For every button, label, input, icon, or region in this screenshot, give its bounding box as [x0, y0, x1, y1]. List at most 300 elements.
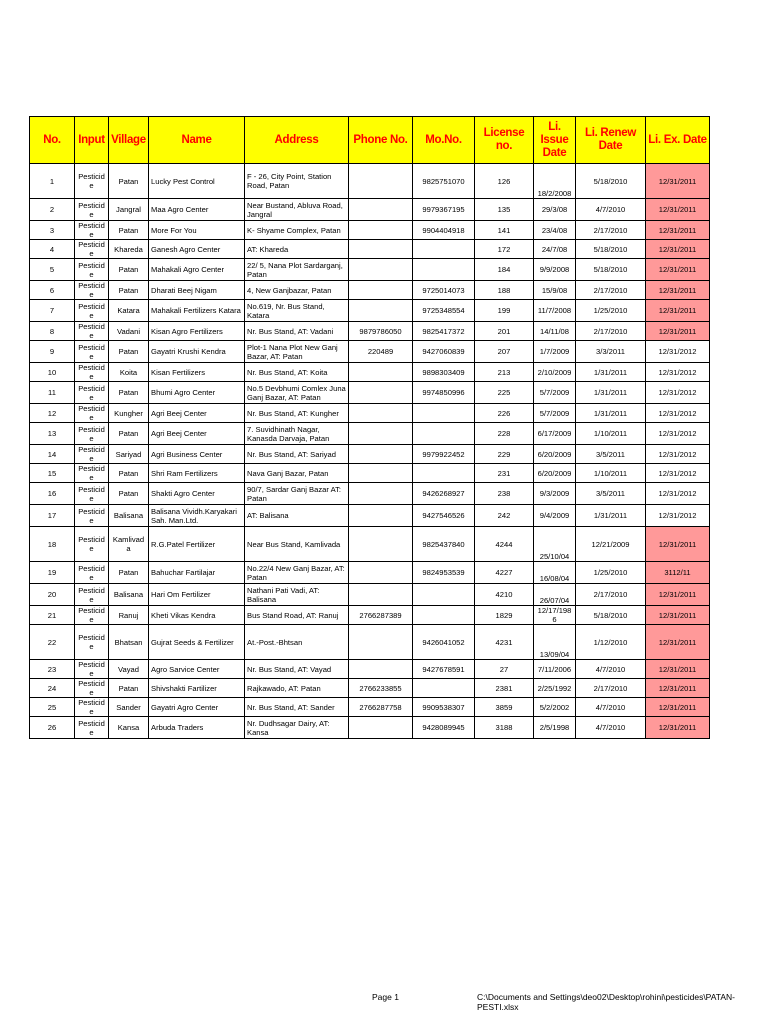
- cell-expiry: 3112/11: [646, 562, 710, 584]
- cell-no: 1: [30, 164, 75, 199]
- cell-name: Balisana Vividh.Karyakari Sah. Man.Ltd.: [149, 505, 245, 527]
- cell-village: Patan: [109, 679, 149, 698]
- cell-address: Plot-1 Nana Plot New Ganj Bazar, AT: Patan: [245, 341, 349, 363]
- cell-expiry: 12/31/2011: [646, 199, 710, 221]
- cell-phone: [349, 660, 413, 679]
- cell-address: Nr. Bus Stand, AT: Sariyad: [245, 445, 349, 464]
- cell-license: 188: [475, 281, 534, 300]
- cell-expiry: 12/31/2011: [646, 527, 710, 562]
- cell-address: 22/ 5, Nana Plot Sardarganj, Patan: [245, 259, 349, 281]
- cell-no: 5: [30, 259, 75, 281]
- cell-issue: 14/11/08: [534, 322, 576, 341]
- cell-phone: [349, 527, 413, 562]
- cell-license: 3188: [475, 717, 534, 739]
- table-row: [30, 423, 710, 445]
- cell-license: 135: [475, 199, 534, 221]
- cell-name: Agro Sarvice Center: [149, 660, 245, 679]
- cell-address: Nr. Bus Stand, AT: Koita: [245, 363, 349, 382]
- cell-no: 16: [30, 483, 75, 505]
- cell-license: 226: [475, 404, 534, 423]
- cell-license: 242: [475, 505, 534, 527]
- cell-address: 7. Suvidhinath Nagar, Kanasda Darvaja, Patan: [245, 423, 349, 445]
- cell-license: 207: [475, 341, 534, 363]
- cell-renew: 1/12/2010: [576, 625, 646, 660]
- cell-license: 4227: [475, 562, 534, 584]
- cell-phone: [349, 382, 413, 404]
- cell-issue: 13/09/04: [534, 625, 576, 660]
- cell-expiry: 12/31/2011: [646, 625, 710, 660]
- cell-renew: 5/18/2010: [576, 240, 646, 259]
- cell-mobile: 9825437840: [413, 527, 475, 562]
- header-name: Name: [149, 117, 245, 164]
- cell-village: Patan: [109, 341, 149, 363]
- cell-issue: 2/25/1992: [534, 679, 576, 698]
- cell-village: Kansa: [109, 717, 149, 739]
- cell-mobile: 9426041052: [413, 625, 475, 660]
- cell-renew: 4/7/2010: [576, 698, 646, 717]
- cell-mobile: [413, 240, 475, 259]
- cell-mobile: [413, 464, 475, 483]
- cell-phone: [349, 717, 413, 739]
- cell-issue: 1/7/2009: [534, 341, 576, 363]
- header-village: Village: [109, 117, 149, 164]
- cell-license: 141: [475, 221, 534, 240]
- cell-name: Gayatri Krushi Kendra: [149, 341, 245, 363]
- cell-phone: [349, 300, 413, 322]
- header-renew-date: Li. Renew Date: [576, 117, 646, 164]
- cell-mobile: 9979922452: [413, 445, 475, 464]
- cell-input: Pesticide: [75, 382, 109, 404]
- cell-renew: 2/17/2010: [576, 584, 646, 606]
- cell-input: Pesticide: [75, 341, 109, 363]
- cell-issue: 7/11/2006: [534, 660, 576, 679]
- cell-name: Gayatri Agro Center: [149, 698, 245, 717]
- cell-input: Pesticide: [75, 584, 109, 606]
- cell-issue: 5/7/2009: [534, 382, 576, 404]
- table-row: [30, 199, 710, 221]
- cell-renew: 12/21/2009: [576, 527, 646, 562]
- cell-name: Shivshakti Fartilizer: [149, 679, 245, 698]
- cell-mobile: 9428089945: [413, 717, 475, 739]
- cell-name: Ganesh Agro Center: [149, 240, 245, 259]
- cell-expiry: 12/31/2011: [646, 164, 710, 199]
- header-no: No.: [30, 117, 75, 164]
- pesticide-dealer-table: [29, 116, 710, 739]
- cell-mobile: 9725014073: [413, 281, 475, 300]
- cell-no: 25: [30, 698, 75, 717]
- cell-expiry: 12/31/2011: [646, 717, 710, 739]
- cell-mobile: 9427678591: [413, 660, 475, 679]
- cell-name: Bahuchar Fartilajar: [149, 562, 245, 584]
- cell-input: Pesticide: [75, 505, 109, 527]
- cell-no: 7: [30, 300, 75, 322]
- cell-expiry: 12/31/2012: [646, 341, 710, 363]
- cell-name: Agri Business Center: [149, 445, 245, 464]
- cell-renew: 4/7/2010: [576, 660, 646, 679]
- cell-license: 225: [475, 382, 534, 404]
- cell-village: Ranuj: [109, 606, 149, 625]
- cell-expiry: 12/31/2012: [646, 423, 710, 445]
- cell-name: Arbuda Traders: [149, 717, 245, 739]
- cell-no: 26: [30, 717, 75, 739]
- cell-renew: 2/17/2010: [576, 679, 646, 698]
- cell-no: 4: [30, 240, 75, 259]
- header-mobile: Mo.No.: [413, 117, 475, 164]
- cell-issue: 11/7/2008: [534, 300, 576, 322]
- cell-expiry: 12/31/2011: [646, 221, 710, 240]
- cell-input: Pesticide: [75, 423, 109, 445]
- cell-village: Patan: [109, 382, 149, 404]
- cell-renew: 1/31/2011: [576, 382, 646, 404]
- cell-name: Shri Ram Fertilizers: [149, 464, 245, 483]
- cell-input: Pesticide: [75, 562, 109, 584]
- cell-address: No.5 Devbhumi Comlex Juna Ganj Bazar, AT: Patan: [245, 382, 349, 404]
- cell-issue: 29/3/08: [534, 199, 576, 221]
- cell-village: Kamlivada: [109, 527, 149, 562]
- cell-name: Bhumi Agro Center: [149, 382, 245, 404]
- table-row: [30, 717, 710, 739]
- cell-name: R.G.Patel Fertilizer: [149, 527, 245, 562]
- cell-phone: [349, 363, 413, 382]
- cell-address: AT: Khareda: [245, 240, 349, 259]
- cell-village: Vayad: [109, 660, 149, 679]
- cell-phone: [349, 199, 413, 221]
- cell-mobile: 9725348554: [413, 300, 475, 322]
- cell-village: Sariyad: [109, 445, 149, 464]
- cell-issue: 12/17/1986: [534, 606, 576, 625]
- cell-mobile: 9904404918: [413, 221, 475, 240]
- table-row: [30, 300, 710, 322]
- cell-license: 4210: [475, 584, 534, 606]
- cell-phone: [349, 221, 413, 240]
- cell-address: No.619, Nr. Bus Stand, Katara: [245, 300, 349, 322]
- cell-no: 19: [30, 562, 75, 584]
- table-row: [30, 625, 710, 660]
- table-row: [30, 698, 710, 717]
- cell-renew: 3/5/2011: [576, 483, 646, 505]
- cell-input: Pesticide: [75, 240, 109, 259]
- cell-issue: 5/2/2002: [534, 698, 576, 717]
- cell-name: Kheti Vikas Kendra: [149, 606, 245, 625]
- cell-phone: [349, 625, 413, 660]
- cell-issue: 16/08/04: [534, 562, 576, 584]
- cell-address: 90/7, Sardar Ganj Bazar AT: Patan: [245, 483, 349, 505]
- cell-issue: 2/5/1998: [534, 717, 576, 739]
- cell-no: 12: [30, 404, 75, 423]
- cell-village: Patan: [109, 259, 149, 281]
- cell-phone: 2766287389: [349, 606, 413, 625]
- cell-no: 21: [30, 606, 75, 625]
- cell-village: Patan: [109, 562, 149, 584]
- cell-village: Vadani: [109, 322, 149, 341]
- table-row: [30, 445, 710, 464]
- cell-input: Pesticide: [75, 625, 109, 660]
- cell-license: 1829: [475, 606, 534, 625]
- cell-input: Pesticide: [75, 322, 109, 341]
- cell-input: Pesticide: [75, 698, 109, 717]
- header-input: Input: [75, 117, 109, 164]
- cell-village: Sander: [109, 698, 149, 717]
- cell-mobile: 9909538307: [413, 698, 475, 717]
- cell-address: Nr. Bus Stand, AT: Kungher: [245, 404, 349, 423]
- cell-no: 17: [30, 505, 75, 527]
- cell-village: Patan: [109, 423, 149, 445]
- cell-address: No.22/4 New Ganj Bazar, AT: Patan: [245, 562, 349, 584]
- cell-issue: 5/7/2009: [534, 404, 576, 423]
- cell-mobile: 9825417372: [413, 322, 475, 341]
- cell-phone: [349, 240, 413, 259]
- cell-expiry: 12/31/2011: [646, 584, 710, 606]
- cell-no: 13: [30, 423, 75, 445]
- cell-phone: [349, 584, 413, 606]
- cell-name: Agri Beej Center: [149, 404, 245, 423]
- cell-license: 126: [475, 164, 534, 199]
- table-row: [30, 240, 710, 259]
- cell-village: Bhatsan: [109, 625, 149, 660]
- cell-issue: 6/20/2009: [534, 464, 576, 483]
- cell-renew: 1/25/2010: [576, 562, 646, 584]
- cell-phone: [349, 483, 413, 505]
- cell-mobile: 9898303409: [413, 363, 475, 382]
- cell-mobile: [413, 423, 475, 445]
- table-body: [30, 164, 710, 739]
- cell-phone: [349, 464, 413, 483]
- cell-mobile: [413, 679, 475, 698]
- cell-issue: 25/10/04: [534, 527, 576, 562]
- cell-expiry: 12/31/2012: [646, 464, 710, 483]
- table-row: [30, 164, 710, 199]
- cell-expiry: 12/31/2011: [646, 281, 710, 300]
- cell-no: 6: [30, 281, 75, 300]
- cell-no: 2: [30, 199, 75, 221]
- table-row: [30, 221, 710, 240]
- cell-no: 22: [30, 625, 75, 660]
- cell-address: Nava Ganj Bazar, Patan: [245, 464, 349, 483]
- header-address: Address: [245, 117, 349, 164]
- cell-name: Maa Agro Center: [149, 199, 245, 221]
- cell-input: Pesticide: [75, 164, 109, 199]
- cell-phone: 2766287758: [349, 698, 413, 717]
- table-row: [30, 562, 710, 584]
- cell-expiry: 12/31/2011: [646, 698, 710, 717]
- cell-name: Mahakali Agro Center: [149, 259, 245, 281]
- cell-no: 9: [30, 341, 75, 363]
- cell-phone: [349, 505, 413, 527]
- cell-address: Nr. Dudhsagar Dairy, AT: Kansa: [245, 717, 349, 739]
- cell-renew: 1/25/2010: [576, 300, 646, 322]
- cell-name: Dharati Beej Nigam: [149, 281, 245, 300]
- cell-issue: 23/4/08: [534, 221, 576, 240]
- cell-phone: 2766233855: [349, 679, 413, 698]
- cell-address: F - 26, City Point, Station Road, Patan: [245, 164, 349, 199]
- cell-license: 238: [475, 483, 534, 505]
- page-label: Page 1: [372, 992, 399, 1002]
- cell-renew: 2/17/2010: [576, 322, 646, 341]
- cell-name: More For You: [149, 221, 245, 240]
- cell-renew: 1/31/2011: [576, 363, 646, 382]
- cell-no: 3: [30, 221, 75, 240]
- cell-name: Lucky Pest Control: [149, 164, 245, 199]
- cell-phone: 220489: [349, 341, 413, 363]
- cell-renew: 1/31/2011: [576, 404, 646, 423]
- cell-renew: 3/5/2011: [576, 445, 646, 464]
- cell-issue: 24/7/08: [534, 240, 576, 259]
- table-row: [30, 660, 710, 679]
- cell-mobile: 9426268927: [413, 483, 475, 505]
- cell-license: 229: [475, 445, 534, 464]
- cell-license: 3859: [475, 698, 534, 717]
- table-row: [30, 505, 710, 527]
- cell-license: 201: [475, 322, 534, 341]
- table-row: [30, 606, 710, 625]
- cell-phone: [349, 281, 413, 300]
- cell-name: Kisan Fertilizers: [149, 363, 245, 382]
- cell-renew: 5/18/2010: [576, 606, 646, 625]
- cell-address: Nr. Bus Stand, AT: Vayad: [245, 660, 349, 679]
- cell-license: 4244: [475, 527, 534, 562]
- cell-phone: [349, 164, 413, 199]
- table-row: [30, 584, 710, 606]
- cell-village: Jangral: [109, 199, 149, 221]
- cell-mobile: [413, 606, 475, 625]
- cell-renew: 2/17/2010: [576, 221, 646, 240]
- cell-input: Pesticide: [75, 464, 109, 483]
- header-phone: Phone No.: [349, 117, 413, 164]
- table-row: [30, 464, 710, 483]
- cell-expiry: 12/31/2011: [646, 606, 710, 625]
- cell-phone: [349, 423, 413, 445]
- cell-address: Near Bus Stand, Kamlivada: [245, 527, 349, 562]
- cell-license: 4231: [475, 625, 534, 660]
- table-row: [30, 382, 710, 404]
- cell-mobile: [413, 584, 475, 606]
- cell-name: Mahakali Fertilizers Katara: [149, 300, 245, 322]
- cell-renew: 1/10/2011: [576, 423, 646, 445]
- cell-mobile: 9824953539: [413, 562, 475, 584]
- table-row: [30, 404, 710, 423]
- table-row: [30, 679, 710, 698]
- table-row: [30, 281, 710, 300]
- cell-license: 231: [475, 464, 534, 483]
- cell-expiry: 12/31/2011: [646, 300, 710, 322]
- cell-expiry: 12/31/2011: [646, 322, 710, 341]
- cell-issue: 6/17/2009: [534, 423, 576, 445]
- cell-no: 11: [30, 382, 75, 404]
- cell-village: Balisana: [109, 505, 149, 527]
- cell-address: K- Shyame Complex, Patan: [245, 221, 349, 240]
- cell-license: 184: [475, 259, 534, 281]
- cell-name: Kisan Agro Fertilizers: [149, 322, 245, 341]
- cell-input: Pesticide: [75, 404, 109, 423]
- cell-no: 8: [30, 322, 75, 341]
- cell-no: 15: [30, 464, 75, 483]
- cell-address: Nr. Bus Stand, AT: Vadani: [245, 322, 349, 341]
- cell-village: Patan: [109, 221, 149, 240]
- cell-input: Pesticide: [75, 363, 109, 382]
- cell-mobile: 9825751070: [413, 164, 475, 199]
- cell-renew: 3/3/2011: [576, 341, 646, 363]
- cell-address: Bus Stand Road, AT: Ranuj: [245, 606, 349, 625]
- table-row: [30, 483, 710, 505]
- cell-expiry: 12/31/2012: [646, 404, 710, 423]
- cell-input: Pesticide: [75, 259, 109, 281]
- cell-phone: 9879786050: [349, 322, 413, 341]
- cell-input: Pesticide: [75, 281, 109, 300]
- cell-mobile: 9427546526: [413, 505, 475, 527]
- cell-mobile: 9974850996: [413, 382, 475, 404]
- cell-license: 2381: [475, 679, 534, 698]
- cell-mobile: [413, 259, 475, 281]
- cell-expiry: 12/31/2012: [646, 483, 710, 505]
- cell-expiry: 12/31/2011: [646, 259, 710, 281]
- cell-input: Pesticide: [75, 660, 109, 679]
- cell-address: Rajkawado, AT: Patan: [245, 679, 349, 698]
- cell-input: Pesticide: [75, 445, 109, 464]
- cell-expiry: 12/31/2011: [646, 679, 710, 698]
- cell-mobile: 9979367195: [413, 199, 475, 221]
- cell-expiry: 12/31/2012: [646, 445, 710, 464]
- cell-input: Pesticide: [75, 199, 109, 221]
- cell-no: 20: [30, 584, 75, 606]
- cell-name: Gujrat Seeds & Fertilizer: [149, 625, 245, 660]
- table-row: [30, 527, 710, 562]
- cell-expiry: 12/31/2012: [646, 363, 710, 382]
- cell-renew: 4/7/2010: [576, 199, 646, 221]
- cell-issue: 9/4/2009: [534, 505, 576, 527]
- cell-issue: 9/3/2009: [534, 483, 576, 505]
- cell-license: 213: [475, 363, 534, 382]
- cell-village: Patan: [109, 483, 149, 505]
- cell-license: 172: [475, 240, 534, 259]
- table-row: [30, 322, 710, 341]
- table-row: [30, 363, 710, 382]
- header-issue-date: Li. Issue Date: [534, 117, 576, 164]
- cell-village: Koita: [109, 363, 149, 382]
- cell-no: 18: [30, 527, 75, 562]
- cell-input: Pesticide: [75, 527, 109, 562]
- cell-name: Shakti Agro Center: [149, 483, 245, 505]
- cell-name: Agri Beej Center: [149, 423, 245, 445]
- cell-village: Patan: [109, 281, 149, 300]
- cell-issue: 15/9/08: [534, 281, 576, 300]
- cell-expiry: 12/31/2012: [646, 505, 710, 527]
- cell-name: Hari Om Fertilizer: [149, 584, 245, 606]
- cell-input: Pesticide: [75, 221, 109, 240]
- cell-renew: 5/18/2010: [576, 164, 646, 199]
- cell-village: Patan: [109, 464, 149, 483]
- cell-phone: [349, 562, 413, 584]
- cell-issue: 2/10/2009: [534, 363, 576, 382]
- cell-renew: 2/17/2010: [576, 281, 646, 300]
- cell-phone: [349, 445, 413, 464]
- cell-input: Pesticide: [75, 483, 109, 505]
- cell-no: 23: [30, 660, 75, 679]
- cell-issue: 9/9/2008: [534, 259, 576, 281]
- table-row: [30, 341, 710, 363]
- cell-village: Kungher: [109, 404, 149, 423]
- cell-no: 14: [30, 445, 75, 464]
- cell-expiry: 12/31/2011: [646, 240, 710, 259]
- cell-renew: 1/10/2011: [576, 464, 646, 483]
- cell-renew: 4/7/2010: [576, 717, 646, 739]
- cell-address: AT: Balisana: [245, 505, 349, 527]
- cell-no: 24: [30, 679, 75, 698]
- header-row: [30, 117, 710, 164]
- cell-renew: 5/18/2010: [576, 259, 646, 281]
- file-path: C:\Documents and Settings\deo02\Desktop\rohini\pesticides\PATAN-PESTI.xlsx: [477, 992, 735, 1012]
- header-expiry-date: Li. Ex. Date: [646, 117, 710, 164]
- cell-input: Pesticide: [75, 300, 109, 322]
